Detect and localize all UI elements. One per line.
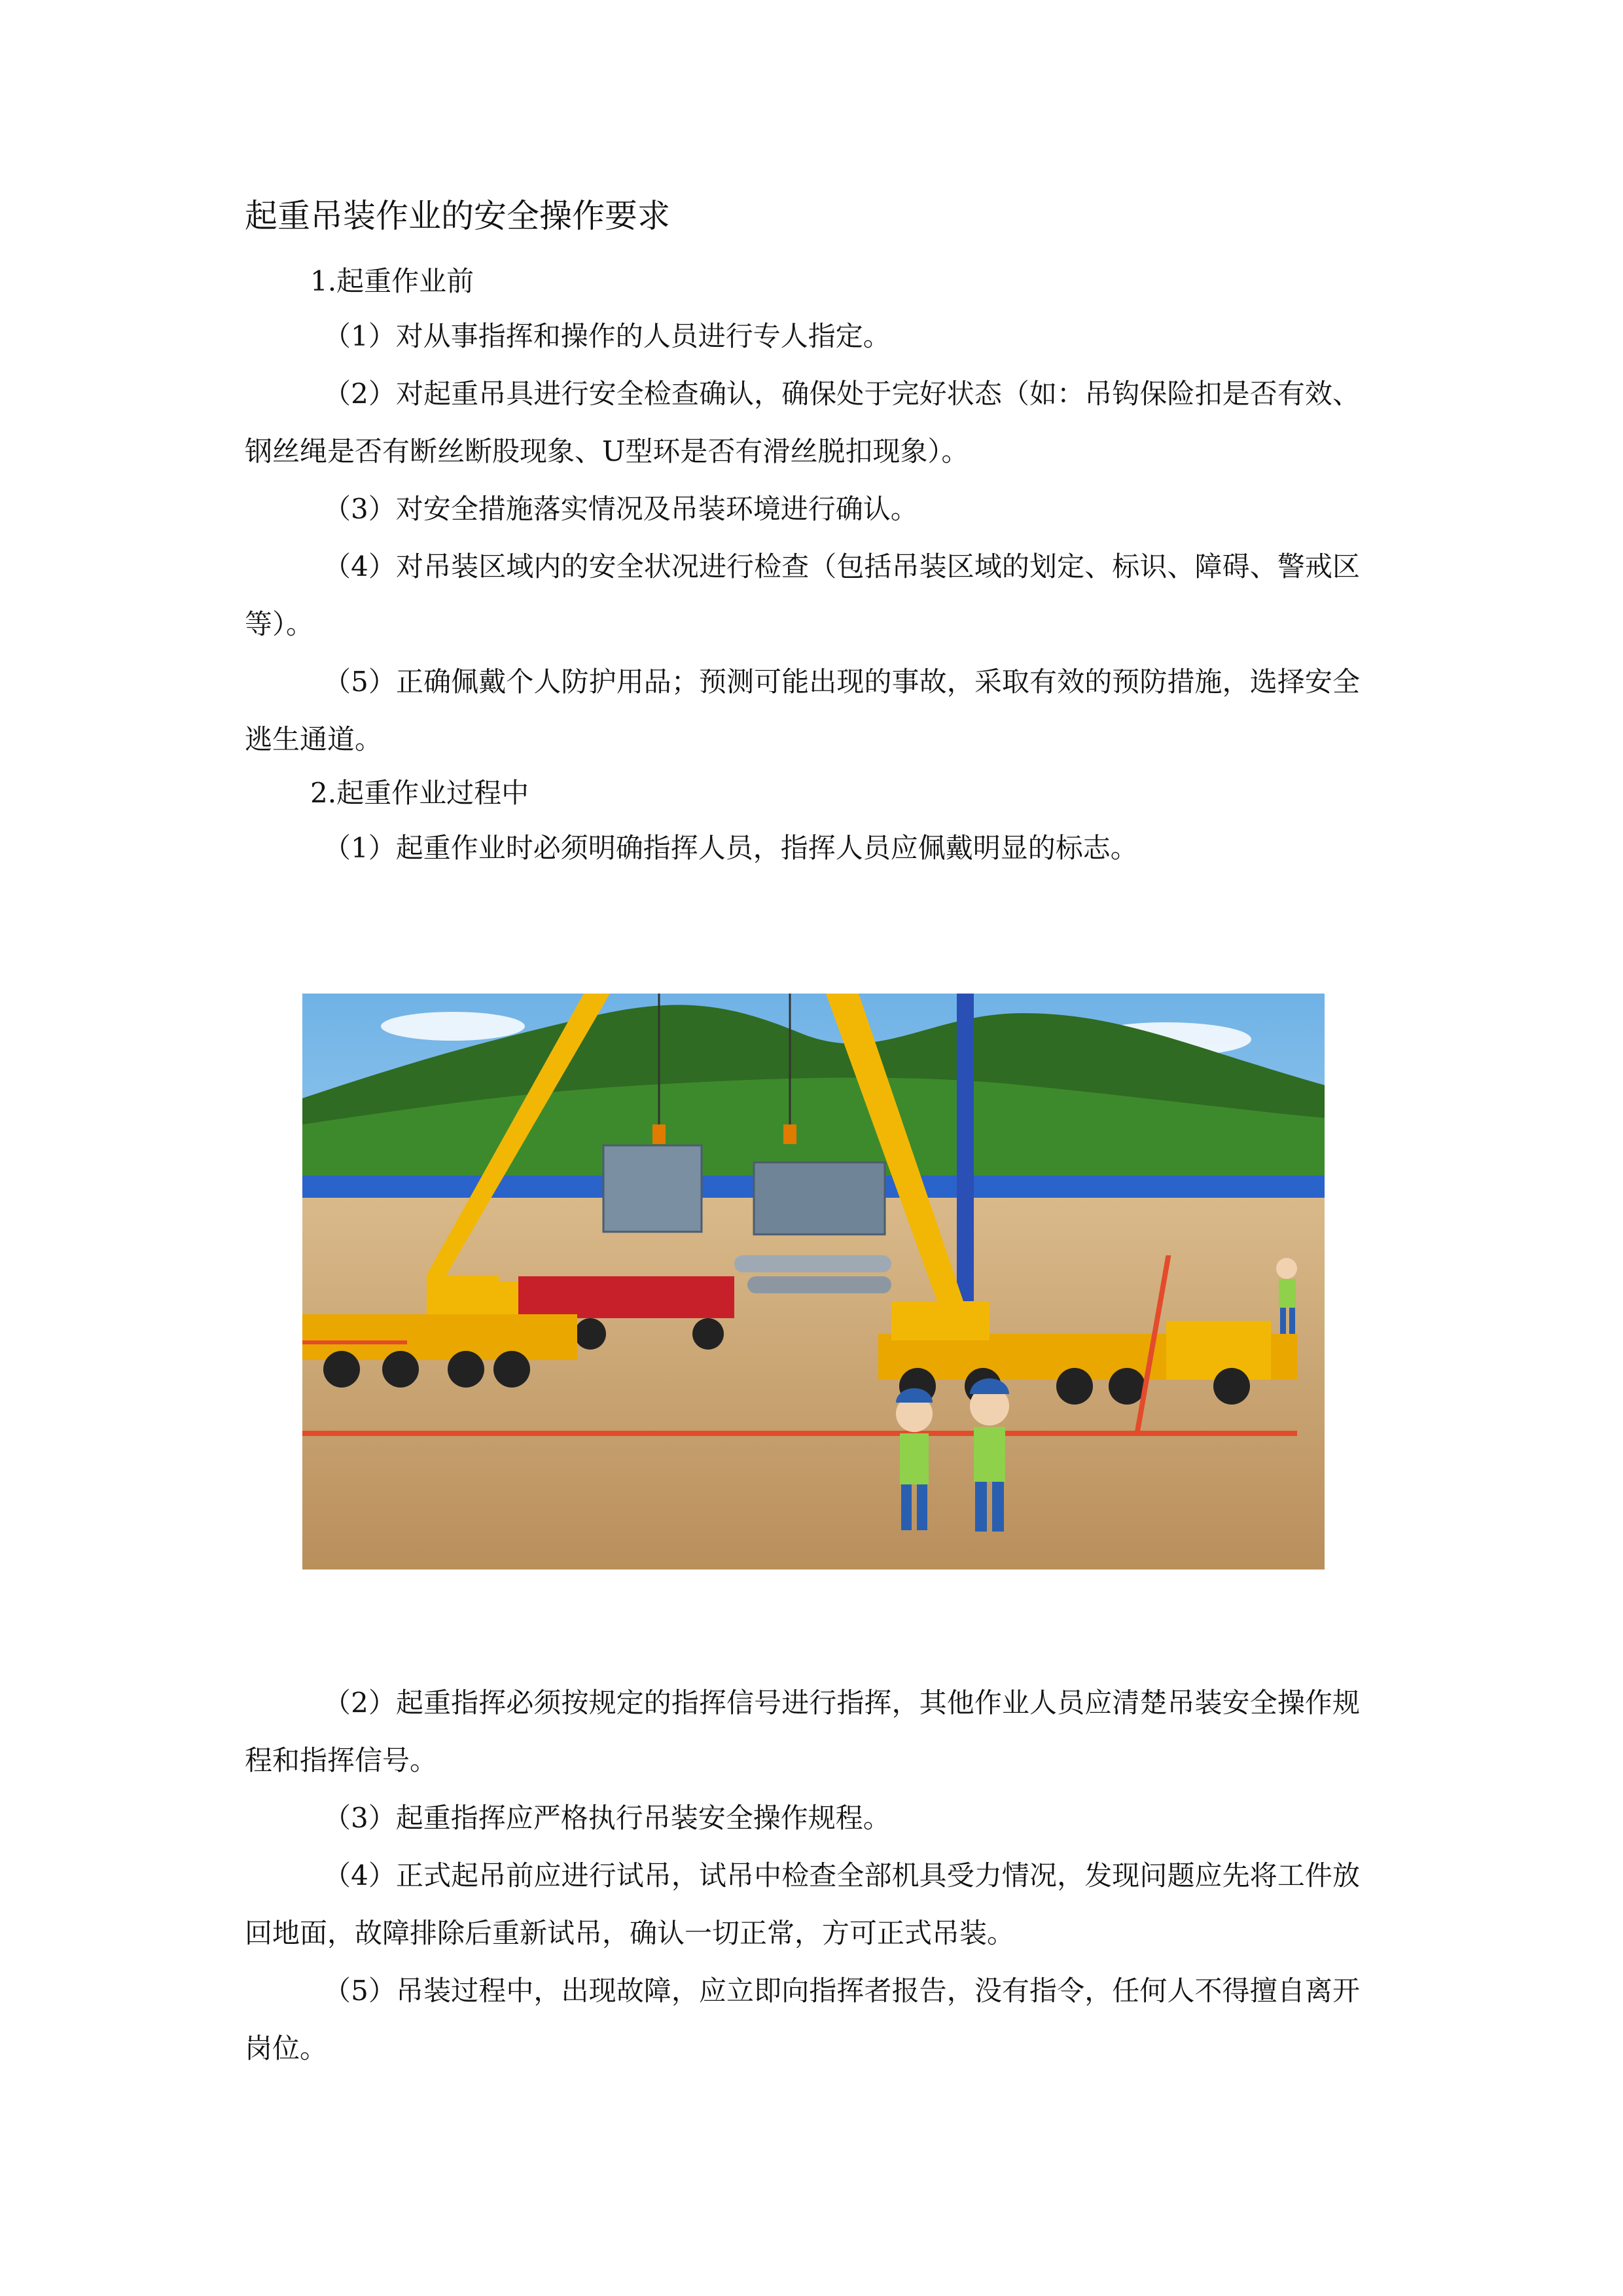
section2-item-1-wrap: [245, 819, 1360, 877]
section2-item-3: （3）起重指挥应严格执行吊装安全操作规程。: [323, 1802, 891, 1834]
section2-item-2: （2）起重指挥必须按规定的指挥信号进行指挥，其他作业人员应清楚吊装安全操作规程和指挥信号。: [245, 1687, 1360, 1776]
section1-item-5: （5）正确佩戴个人防护用品；预测可能出现的事故，采取有效的预防措施，选择安全逃生通道。: [245, 666, 1360, 755]
page-title: 起重吊装作业的安全操作要求: [245, 197, 670, 235]
section1-body: [245, 308, 1360, 768]
crane-lifting-site-illustration: [302, 994, 1325, 1570]
section-heading-before-lifting: 1.起重作业前: [310, 265, 474, 297]
section1-item-4: （4）对吊装区域内的安全状况进行检查（包括吊装区域的划定、标识、障碍、警戒区等）。: [245, 550, 1360, 640]
section-heading-during-lifting: 2.起重作业过程中: [310, 777, 529, 809]
section2-item-1: （1）起重作业时必须明确指挥人员，指挥人员应佩戴明显的标志。: [323, 832, 1138, 864]
section1-item-2: （2）对起重吊具进行安全检查确认，确保处于完好状态（如：吊钩保险扣是否有效、钢丝绳是否有断丝断股现象、U型环是否有滑丝脱扣现象）。: [245, 378, 1360, 467]
section2-item-4: （4）正式起吊前应进行试吊，试吊中检查全部机具受力情况，发现问题应先将工件放回地面，故障排除后重新试吊，确认一切正常，方可正式吊装。: [245, 1859, 1360, 1949]
section1-item-1: （1）对从事指挥和操作的人员进行专人指定。: [323, 320, 891, 352]
section2-item-5: （5）吊装过程中，出现故障，应立即向指挥者报告，没有指令，任何人不得擅自离开岗位。: [245, 1975, 1360, 2064]
section2-body: [245, 1674, 1360, 2077]
section1-item-3: （3）对安全措施落实情况及吊装环境进行确认。: [323, 493, 918, 525]
